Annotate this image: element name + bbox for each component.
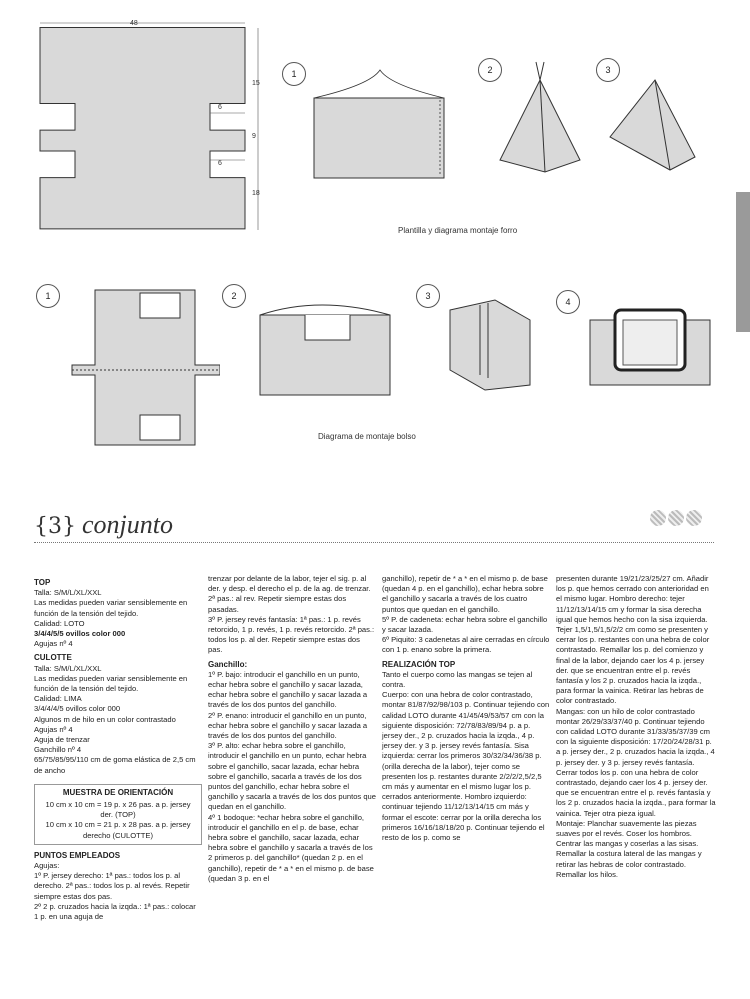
difficulty-yarn-icon [668, 510, 684, 526]
page-edge-tab [736, 192, 750, 332]
column-3 [382, 574, 550, 843]
column-4 [556, 574, 716, 880]
crochet-treble: 3º P. alto: echar hebra sobre el ganchillo, introducir el ganchillo en un punto, echar hebra sobre el ganchillo, sacar lazada, echar hebra sobre el ganchillo, sacarla a través de los dos puntos del ganchillo, echar hebra sobre el ganchillo y sacarla a través de los dos puntos que quedan en el ganchillo. [208, 741, 377, 812]
instructions-heading: REALIZACIÓN TOP [382, 659, 456, 669]
title-divider [34, 542, 714, 543]
column-2 [208, 574, 376, 884]
step-3-bottom: 3 [416, 284, 440, 308]
col4-sleeves: Mangas: con un hilo de color contrastado montar 26/29/33/37/40 p. Continuar tejiendo con calidad LOTO durante 31/33/35/37/39 cm con la siguiente disposición: 17/20/24/28/31 p. a p. jersey der., 2 p. cruzados hacia la izqda., 4 p. jersey der. y 3 p. jersey revés fantasía. Cerrar todos los p. con una hebra de color contrastado, dejando caer los 4 p. jersey der. que se encuentran entre el p. revés fantasía y los 2 p. cruzados hacia la izqda., para formar la vainica. Tejer otra pieza igual. [556, 706, 716, 818]
forro-step-1-diagram [300, 60, 460, 185]
dim-w6b-label: 6 [218, 160, 222, 167]
gauge-top: 10 cm x 10 cm = 19 p. x 26 pas. a p. jersey der. (TOP) [45, 800, 191, 820]
culotte-yarn-quality: Calidad: LIMA [34, 694, 82, 704]
dim-h15-label: 15 [252, 80, 260, 87]
forro-step-3-diagram [595, 62, 705, 182]
culotte-heading: CULOTTE [34, 653, 72, 663]
stitch-1: 1º P. jersey derecho: 1ª pas.: todos los p. al derecho. 2ª pas.: todos los p. al revés. Repetir siempre estas dos pas. [34, 871, 190, 901]
step-1-bottom: 1 [36, 284, 60, 308]
culotte-needles: Agujas nº 4 [34, 724, 73, 734]
culotte-gauge-note: Las medidas pueden variar sensiblemente en función de la tensión del tejido. [34, 673, 188, 694]
section-number: {3} [34, 514, 76, 539]
top-yarn-quality: Calidad: LOTO [34, 618, 85, 628]
col3-picot: 6º Piquito: 3 cadenetas al aire cerradas en círculo con 1 p. enano sobre la primera. [382, 635, 550, 655]
stitches-needles-label: Agujas: [34, 861, 60, 871]
section-script-title: conjunto [82, 510, 173, 539]
gauge-culotte: 10 cm x 10 cm = 21 p. x 28 pas. a p. jersey derecho (CULOTTE) [45, 820, 191, 840]
col2-para-1: trenzar por delante de la labor, tejer el sig. p. al der. y desp. el derecho el p. de la ag. de trenzar. 2ª pas.: al rev. Repetir siempre estas dos pasadas. [208, 574, 371, 614]
bolso-step-1-diagram [60, 285, 220, 450]
bolso-step-3-diagram [430, 290, 540, 400]
step-2-bottom: 2 [222, 284, 246, 308]
step-2-top: 2 [478, 58, 502, 82]
top-heading: TOP [34, 578, 51, 587]
forro-caption: Plantilla y diagrama montaje forro [398, 226, 518, 235]
dim-width-label: 48 [130, 20, 138, 27]
crochet-bobble: 4º 1 bodoque: *echar hebra sobre el ganchillo, introducir el ganchillo en el p. de base, echar hebra sobre el ganchillo, sacar lazada, echar hebra sobre el ganchillo y sacarla a través de los 2 primeros p. del ganchillo* (quedan 2 p. en el ganchillo), repetir de * a * en el mismo p. de base (quedan 3 p. en el [208, 812, 374, 883]
step-1-top: 1 [282, 62, 306, 86]
bolso-caption: Diagrama de montaje bolso [318, 432, 416, 441]
col3-para-1: ganchillo), repetir de * a * en el mismo p. de base (quedan 4 p. en el ganchillo), echar hebra sobre el ganchillo y sacarla a través de los cuatro puntos que quedan en el ganchillo. [382, 574, 548, 614]
col4-assembly: Montaje: Planchar suavemente las piezas suaves por el revés. Coser los hombros. Centrar las mangas y coserlas a las sisas. Remallar la costura lateral de las mangas y retirar las hebras de color contrastado. Remallar los hilos. [556, 818, 702, 879]
col3-chain: 5º P. de cadeneta: echar hebra sobre el ganchillo y sacar lazada. [382, 614, 548, 635]
bolso-step-2-diagram [250, 290, 400, 400]
culotte-elastic: 65/75/85/95/110 cm de goma elástica de 2,5 cm de ancho [34, 755, 196, 775]
column-1 [34, 574, 202, 922]
gauge-heading: MUESTRA DE ORIENTACIÓN [62, 787, 174, 797]
difficulty-yarn-icon [686, 510, 702, 526]
col3-intro: Tanto el cuerpo como las mangas se tejen al contra. [382, 669, 533, 690]
col4-para-1: presenten durante 19/21/23/25/27 cm. Añadir los p. que hemos cerrado con anterioridad en el mismo lugar. Hombro derecho: tejer 11/12/13/14/15 cm y formar la sisa derecha igual que hemos hecho con la sisa izquierda. Tejer 1,5/1,5/1,5/2/2 cm como se presenten y cerrar los p. restantes con una hebra de color contrastado. Remallar los p. del comienzo y final de la labor, dejando caer los 4 p. jersey der. que se encuentran entre el p. revés fantasía y los 2 p. cruzados hacia la izqda., para formar la vainica. Retirar las hebras de color contrastado. [556, 574, 710, 706]
culotte-hook: Ganchillo nº 4 [34, 745, 82, 755]
top-size: Talla: S/M/L/XL/XXL [34, 588, 102, 598]
section-title [34, 510, 173, 540]
forro-step-2-diagram [480, 60, 590, 190]
crochet-slip: 2º P. enano: introducir el ganchillo en un punto, echar hebra sobre el ganchillo y sacar lazada a través de los dos puntos del ganchillo. [208, 710, 368, 741]
top-needles: Agujas nº 4 [34, 639, 73, 649]
dim-w6a-label: 6 [218, 104, 222, 111]
difficulty-yarn-icon [650, 510, 666, 526]
culotte-cable-needle: Aguja de trenzar [34, 735, 90, 745]
top-gauge-note: Las medidas pueden variar sensiblemente en función de la tensión del tejido. [34, 598, 188, 618]
culotte-skeins: 3/4/4/4/5 ovillos color 000 [34, 704, 121, 714]
col3-body: Cuerpo: con una hebra de color contrastado, montar 81/87/92/98/103 p. Continuar tejiendo con calidad LOTO durante 41/45/49/53/57 cm con la siguiente disposición: 72/78/83/89/94 p. a p. jersey der., 2 p. cruzados hacia la izqda., 4 p. jersey der. y 3 p. jersey revés fantasía. Sisa izquierda: cerrar los primeros 30/32/34/36/38 p. (orilla derecha de la labor), tejer como se presenten los p. restantes durante 2/2/2/2,5/2,5 cm más y aumentar en el mismo lugar los p. cerrados anteriormente. Hombro izquierdo: continuar tejiendo 11/12/13/14/15 cm más y formar el escote: cerrar por la orilla derecha los primeros 16/16/18/18/20 p. Continuar tejiendo el resto de los p. como se [382, 690, 550, 843]
crochet-heading: Ganchillo: [208, 659, 248, 669]
top-skeins: 3/4/4/5/5 ovillos color 000 [34, 629, 126, 639]
culotte-size: Talla: S/M/L/XL/XXL [34, 663, 102, 673]
step-3-top: 3 [596, 58, 620, 82]
crochet-single: 1º P. bajo: introducir el ganchillo en un punto, echar hebra sobre el ganchillo y sacar lazada, echar hebra sobre el ganchillo y sacar lazada a través de los dos puntos del ganchillo. [208, 669, 368, 710]
culotte-contrast-thread: Algunos m de hilo en un color contrastado [34, 714, 176, 724]
bolso-step-4-diagram [585, 295, 715, 395]
stitch-2: 2º 2 p. cruzados hacia la izqda.: 1ª pas.: colocar 1 p. en una aguja de [34, 901, 196, 922]
dim-h9-label: 9 [252, 133, 256, 140]
forro-template-diagram [30, 18, 270, 243]
dim-h18-label: 18 [252, 190, 260, 197]
stitches-heading: PUNTOS EMPLEADOS [34, 850, 121, 860]
step-4-bottom: 4 [556, 290, 580, 314]
gauge-box [34, 784, 202, 845]
col2-para-2: 3º P. jersey revés fantasía: 1ª pas.: 1 p. revés retorcido, 1 p. revés, 1 p. revés retorcido. 2ª pas.: todos los p. al der. Repetir siempre estas dos pas. [208, 614, 375, 655]
